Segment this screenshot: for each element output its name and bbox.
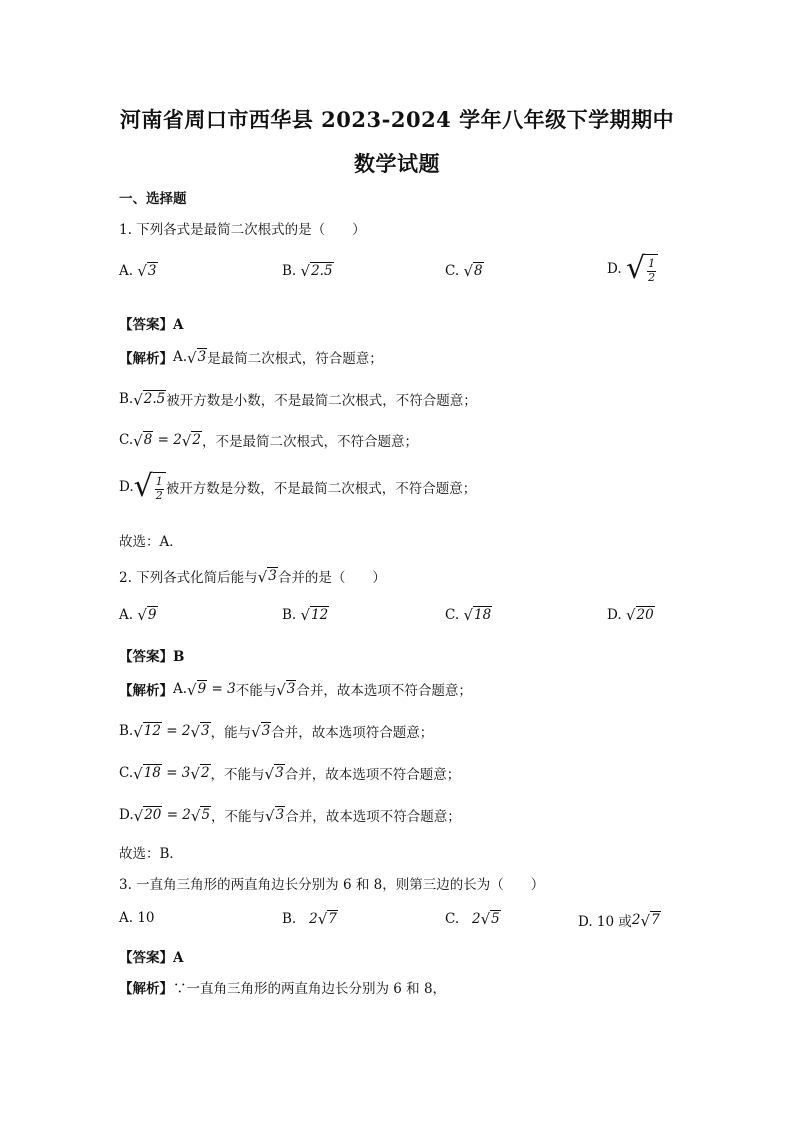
radical: √ 20 — [133, 806, 162, 825]
q3-stem: 3. 一直角三角形的两直角边长分别为 6 和 8，则第三边的长为（ ） — [119, 877, 545, 893]
radical: √ 2 — [190, 764, 210, 783]
radical: √ 5 — [190, 806, 211, 825]
radical: √ 7 — [317, 910, 337, 929]
q1-analysis-a: 【解析】 A. √ 3 是最简二次根式，符合题意； — [119, 348, 383, 367]
q3-option-b: B. 2 √ 7 — [282, 910, 337, 929]
radical: √ 3 — [190, 722, 210, 741]
radical: √ 2.5 — [133, 390, 166, 409]
radical: √ 3 — [251, 722, 271, 741]
q1-conclusion: 故选：A． — [119, 534, 183, 550]
radical: √ 9 — [137, 606, 157, 625]
q1-stem: 1. 下列各式是最简二次根式的是（ ） — [119, 222, 366, 238]
q2-conclusion: 故选：B． — [119, 846, 183, 862]
q2-analysis-b: B. √ 12 = 2 √ 3 ，能与 √ 3 合并，故本选项符合题意； — [119, 722, 434, 741]
q3-option-c: C. 2 √ 5 — [445, 910, 500, 929]
q2-analysis-c: C. √ 18 = 3 √ 2 ，不能与 √ 3 合并，故本选项不符合题意； — [119, 764, 461, 783]
radical: √ 12 — [300, 606, 329, 625]
radical: √ 2.5 — [300, 262, 333, 281]
q3-option-d: D. 10 或 2 √ 7 — [578, 911, 660, 930]
q2-answer: 【答案】B — [119, 649, 185, 665]
radical: √ 5 — [480, 910, 500, 929]
q3-answer: 【答案】A — [119, 950, 184, 966]
radical: √ 2 — [181, 431, 201, 450]
q1-analysis-b: B. √ 2.5 被开方数是小数，不是最简二次根式，不符合题意； — [119, 390, 477, 409]
q2-option-d: D. √ 20 — [607, 606, 654, 625]
radical: √ 20 — [625, 606, 654, 625]
document-subtitle: 数学试题 — [354, 151, 440, 176]
radical: √ 3 — [264, 764, 284, 783]
q1-option-a: A. √ 3 — [119, 262, 157, 281]
q3-option-a: A. 10 — [119, 910, 155, 926]
radical: √ 9 — [187, 680, 207, 699]
q2-analysis-d: D. √ 20 = 2 √ 5 ，不能与 √ 3 合并，故本选项不符合题意； — [119, 806, 461, 825]
radical: √ 3 — [137, 262, 157, 281]
radical: √ $\frac{1}{2}$ — [626, 254, 658, 284]
radical: √ 8 — [133, 431, 153, 450]
radical: √ 3 — [257, 567, 277, 586]
q1-analysis-d: D. √ $\frac{1}{2}$ 被开方数是分数，不是最简二次根式，不符合题意； — [119, 469, 477, 505]
q1-analysis-c: C. √ 8 = 2 √ 2 ，不是最简二次根式，不符合题意； — [119, 431, 418, 450]
radical: √ 12 — [133, 722, 161, 741]
section-heading: 一、选择题 — [119, 191, 187, 207]
radical: √ 7 — [640, 911, 660, 930]
q1-answer: 【答案】A — [119, 317, 184, 333]
radical: √ $\frac{1}{2}$ — [134, 472, 166, 502]
q2-option-a: A. √ 9 — [119, 606, 157, 625]
q2-option-b: B. √ 12 — [282, 606, 329, 625]
q1-option-c: C. √ 8 — [445, 262, 483, 281]
radical: √ 18 — [463, 606, 492, 625]
q3-analysis: 【解析】 ∵一直角三角形的两直角边长分别为 6 和 8， — [119, 981, 447, 997]
radical: √ 18 — [133, 764, 161, 783]
q1-option-b: B. √ 2.5 — [282, 262, 333, 281]
radical: √ 8 — [463, 262, 483, 281]
radical: √ 3 — [187, 348, 207, 367]
q2-option-c: C. √ 18 — [445, 606, 492, 625]
q2-stem: 2. 下列各式化简后能与 √ 3 合并的是（ ） — [119, 567, 386, 586]
document-title: 河南省周口市西华县 2023-2024 学年八年级下学期期中 — [119, 107, 675, 132]
radical: √ 3 — [265, 806, 285, 825]
q1-option-d: D. √ $\frac{1}{2}$ — [607, 254, 658, 284]
q2-analysis-a: 【解析】 A. √ 9 = 3 不能与 √ 3 合并，故本选项不符合题意； — [119, 680, 472, 699]
radical: √ 3 — [276, 680, 296, 699]
